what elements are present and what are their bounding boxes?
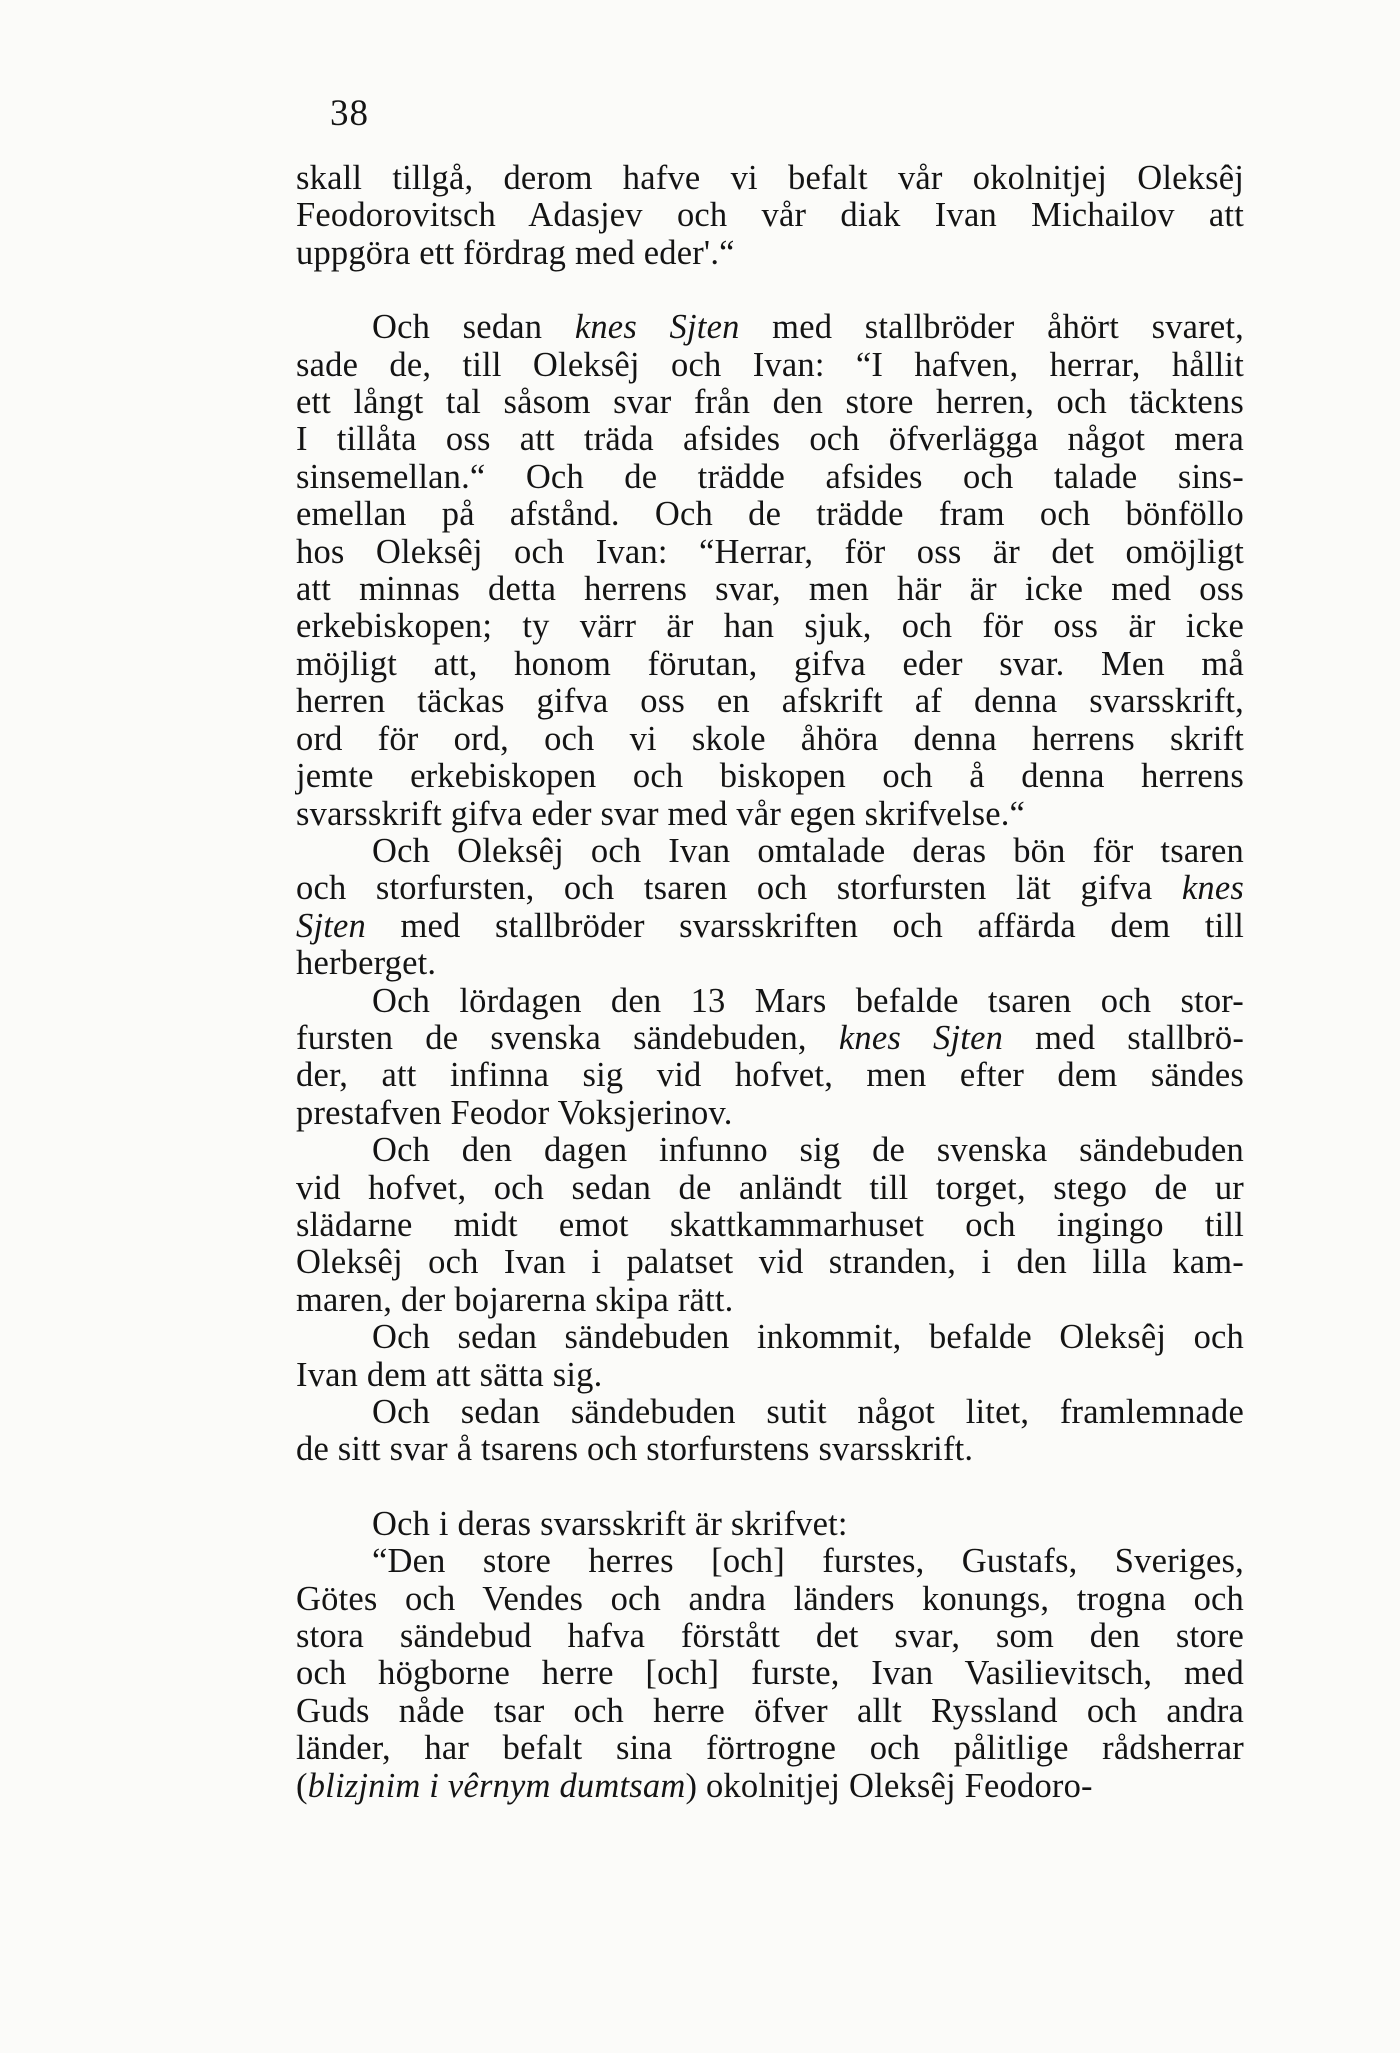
text-line: och storfursten, och tsaren och storfursten lät gifva knes xyxy=(296,869,1244,908)
text-line: Ivan dem att sätta sig. xyxy=(296,1355,603,1394)
text-line: Sjten med stallbröder svarsskriften och affärda dem till xyxy=(296,906,1244,945)
text-line: skall tillgå, derom hafve vi befalt vår okolnitjej Oleksêj xyxy=(296,159,1244,197)
text-line: Och sedan knes Sjten med stallbröder åhört svaret, xyxy=(372,308,1244,347)
text-line: Och i deras svarsskrift är skrifvet: xyxy=(372,1504,848,1543)
text-line: prestafven Feodor Voksjerinov. xyxy=(296,1093,733,1132)
body-text xyxy=(296,160,1244,1805)
text-line: maren, der bojarerna skipa rätt. xyxy=(296,1280,734,1319)
text-line: emellan på afstånd. Och de trädde fram och bönföllo xyxy=(296,495,1244,534)
paragraph-gap xyxy=(296,272,1244,309)
paragraph xyxy=(296,1319,1244,1394)
text-line: Och sedan sändebuden inkommit, befalde Oleksêj och xyxy=(372,1318,1244,1357)
text-line: vid hofvet, och sedan de anländt till torget, stego de ur xyxy=(296,1168,1244,1207)
text-line: länder, har befalt sina förtrogne och pålitlige rådsherrar xyxy=(296,1729,1244,1768)
page-number: 38 xyxy=(330,93,369,134)
text-line: jemte erkebiskopen och biskopen och å denna herrens xyxy=(296,757,1244,796)
text-line: att minnas detta herrens svar, men här är icke med oss xyxy=(296,570,1244,609)
text-line: Feodorovitsch Adasjev och vår diak Ivan Michailov att xyxy=(296,196,1244,235)
text-line: ord för ord, och vi skole åhöra denna herrens skrift xyxy=(296,719,1244,758)
text-line: hos Oleksêj och Ivan: “Herrar, för oss är det omöjligt xyxy=(296,532,1244,571)
text-line: slädarne midt emot skattkammarhuset och ingingo till xyxy=(296,1205,1244,1244)
text-line: möjligt att, honom förutan, gifva eder svar. Men må xyxy=(296,644,1244,683)
text-line: Götes och Vendes och andra länders konungs, trogna och xyxy=(296,1579,1244,1618)
text-line: erkebiskopen; ty värr är han sjuk, och för oss är icke xyxy=(296,607,1244,646)
text-line: Och sedan sändebuden sutit något litet, framlemnade xyxy=(372,1393,1244,1431)
text-line: Och Oleksêj och Ivan omtalade deras bön för tsaren xyxy=(372,831,1244,870)
text-line: Guds nåde tsar och herre öfver allt Ryssland och andra xyxy=(296,1691,1244,1730)
text-line: och högborne herre [och] furste, Ivan Vasilievitsch, med xyxy=(296,1654,1244,1693)
text-line: Och den dagen infunno sig de svenska sändebuden xyxy=(372,1131,1244,1170)
text-line: herren täckas gifva oss en afskrift af denna svarsskrift, xyxy=(296,682,1244,721)
paragraph xyxy=(296,1543,1244,1805)
text-line: fursten de svenska sändebuden, knes Sjten med stallbrö- xyxy=(296,1018,1245,1057)
paragraph xyxy=(296,833,1244,983)
text-line: sade de, till Oleksêj och Ivan: “I hafven, herrar, hållit xyxy=(296,345,1244,384)
paragraph xyxy=(296,983,1244,1133)
text-line: herberget. xyxy=(296,944,437,983)
text-line: sinsemellan.“ Och de trädde afsides och talade sins- xyxy=(296,457,1244,496)
text-line: stora sändebud hafva förstått det svar, som den store xyxy=(296,1617,1244,1656)
text-line: uppgöra ett fördrag med eder'.“ xyxy=(296,233,735,272)
text-line: ett långt tal såsom svar från den store herren, och täcktens xyxy=(296,383,1244,422)
paragraph xyxy=(296,309,1244,833)
paragraph-gap xyxy=(296,1469,1244,1506)
text-line: Oleksêj och Ivan i palatset vid stranden, i den lilla kam- xyxy=(296,1243,1244,1282)
text-line: svarsskrift gifva eder svar med vår egen skrifvelse.“ xyxy=(296,794,1026,833)
paragraph xyxy=(296,160,1244,272)
text-line: I tillåta oss att träda afsides och öfverlägga något mera xyxy=(296,420,1244,459)
text-line: Och lördagen den 13 Mars befalde tsaren och stor- xyxy=(372,981,1244,1020)
text-line: “Den store herres [och] furstes, Gustafs, Sveriges, xyxy=(372,1542,1244,1581)
paragraph xyxy=(296,1506,1244,1543)
paragraph xyxy=(296,1394,1244,1469)
text-line: der, att infinna sig vid hofvet, men efter dem sändes xyxy=(296,1056,1244,1095)
text-line: (blizjnim i vêrnym dumtsam) okolnitjej Oleksêj Feodoro- xyxy=(296,1766,1093,1805)
text-line: de sitt svar å tsarens och storfurstens svarsskrift. xyxy=(296,1430,974,1469)
paragraph xyxy=(296,1132,1244,1319)
